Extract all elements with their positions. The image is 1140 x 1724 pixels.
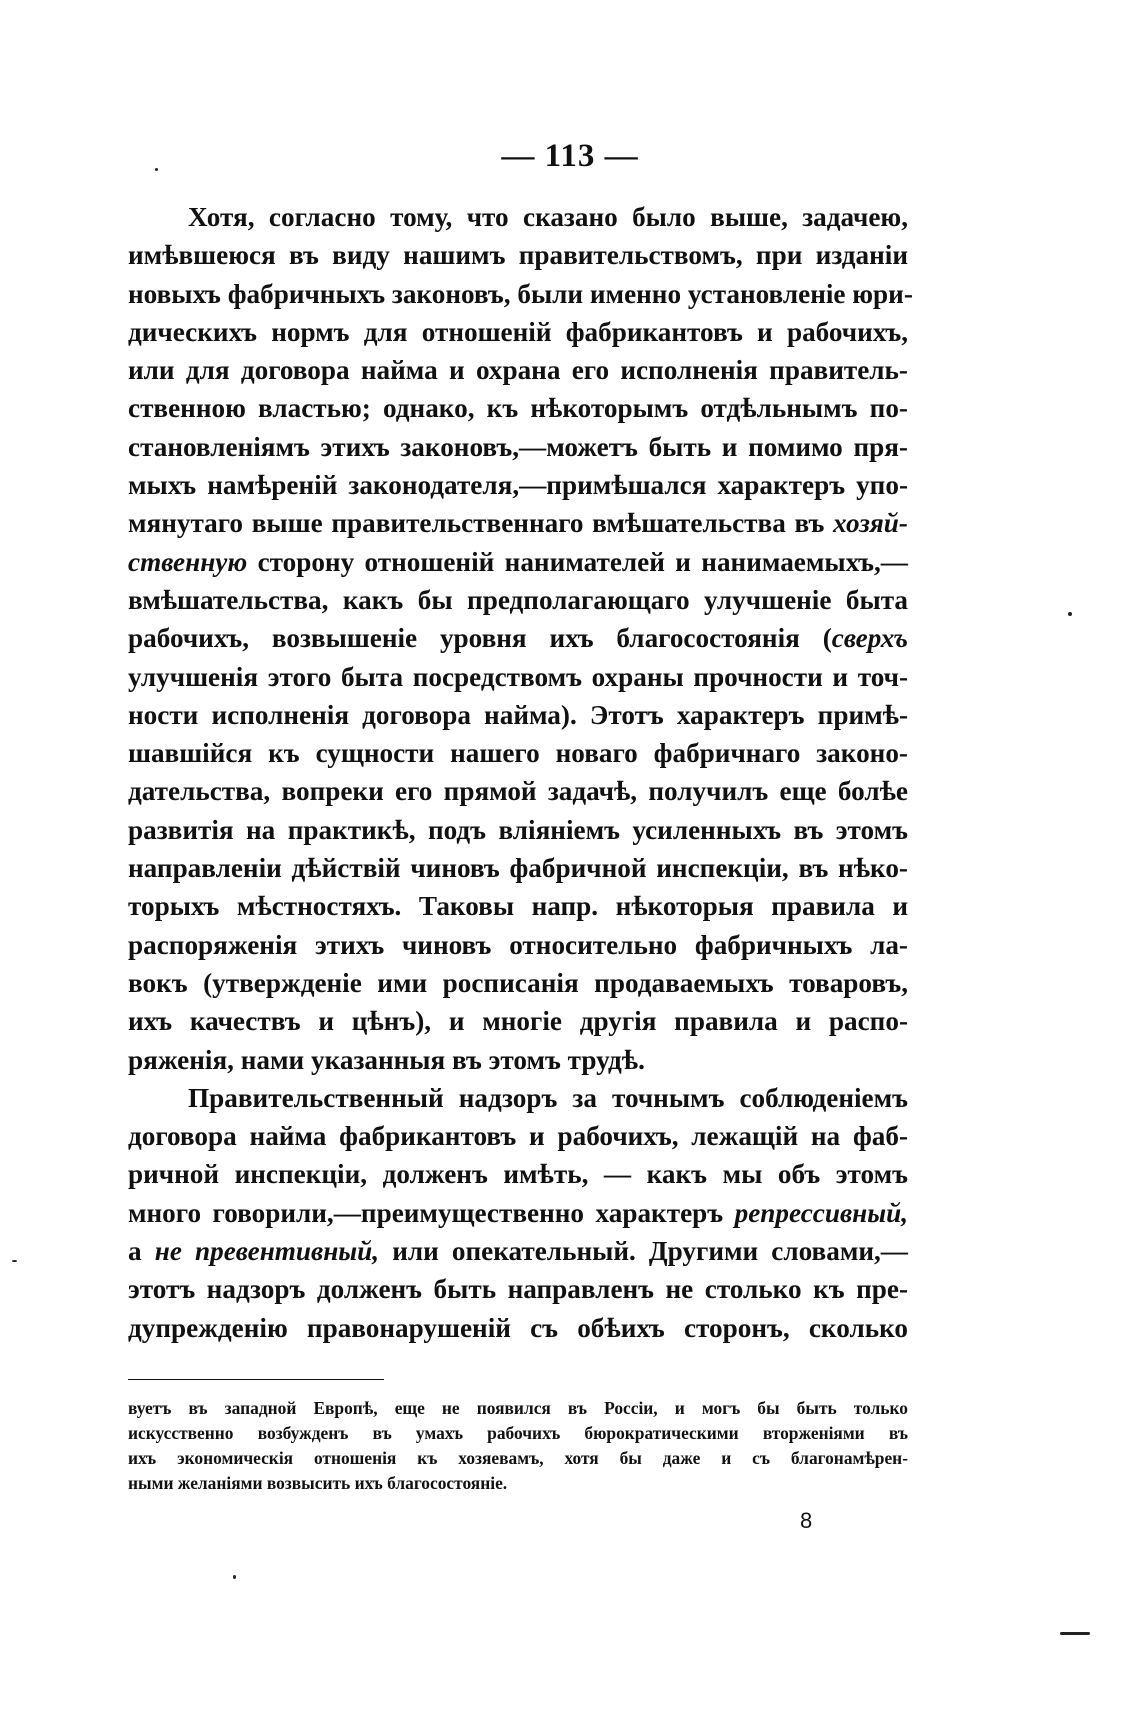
italic-segment: сверхъ <box>831 623 908 654</box>
text-line <box>128 504 908 542</box>
italic-segment: репрессивный, <box>734 1197 908 1228</box>
italic-segment: ственную <box>128 546 248 577</box>
text-line: договора найма фабрикантовъ и рабочихъ, лежащій на фаб- <box>128 1121 908 1152</box>
text-line: ричной инспекціи, долженъ имѣть, — какъ мы объ этомъ <box>128 1159 908 1190</box>
text-segment: или опекательный. Другими словами,— <box>379 1236 908 1267</box>
footnote-line: ными желаніями возвысить ихъ благосостояніе. <box>128 1473 508 1493</box>
text-segment: рабочихъ, возвышеніе уровня ихъ благосостоянія ( <box>128 623 832 654</box>
text-line: вокъ (утвержденіе ими росписанія продаваемыхъ товаровъ, <box>128 967 908 998</box>
text-line: Правительственный надзоръ за точнымъ соблюденіемъ <box>188 1082 908 1113</box>
paragraph-1 <box>128 198 913 1079</box>
text-segment: а <box>128 1236 155 1267</box>
italic-segment: хозяй- <box>833 508 908 539</box>
text-line: дическихъ нормъ для отношеній фабрикантовъ и рабочихъ, <box>128 316 908 347</box>
text-line: Хотя, согласно тому, что сказано было выше, задачею, <box>188 202 908 232</box>
text-segment: мянутаго выше правительственнаго вмѣшательства въ <box>128 508 834 539</box>
text-line: ности исполненія договора найма). Этотъ характеръ примѣ- <box>128 699 908 730</box>
text-line <box>128 1194 908 1232</box>
text-line: мыхъ намѣреній законодателя,—примѣшался характеръ упо- <box>128 470 908 501</box>
text-segment: много говорили,—преимущественно характеръ <box>128 1197 735 1228</box>
scan-speck <box>12 1260 17 1262</box>
text-line: дательства, вопреки его прямой задачѣ, получилъ еще болѣе <box>128 776 908 807</box>
text-line: развитія на практикѣ, подъ вліяніемъ усиленныхъ въ этомъ <box>128 814 908 845</box>
scan-speck <box>1068 612 1072 616</box>
footnote <box>128 1396 908 1496</box>
paragraph-2 <box>128 1079 908 1347</box>
main-text <box>128 198 913 1347</box>
text-line <box>128 543 908 581</box>
text-segment: сторону отношеній нанимателей и нанимаемыхъ,— <box>247 546 908 577</box>
text-line: новыхъ фабричныхъ законовъ, были именно установленіе юри- <box>128 278 913 309</box>
text-line: дупрежденію правонарушеній съ обѣихъ сторонъ, сколько <box>128 1312 908 1343</box>
footnote-line: искусственно возбужденъ въ умахъ рабочихъ бюрократическими вторженіями въ <box>128 1423 908 1443</box>
text-line <box>128 1232 908 1270</box>
signature-mark: 8 <box>800 1508 813 1533</box>
footnote-line: ихъ экономическія отношенія къ хозяевамъ, хотя бы даже и съ благонамѣрен- <box>128 1448 908 1468</box>
italic-segment: не превентивный, <box>154 1236 380 1267</box>
text-line: торыхъ мѣстностяхъ. Таковы напр. нѣкоторыя правила и <box>128 891 908 922</box>
scan-speck <box>233 1575 236 1579</box>
text-line: ихъ качествъ и цѣнъ), и многіе другія правила и распо- <box>128 1006 908 1037</box>
text-line: распоряженія этихъ чиновъ относительно фабричныхъ ла- <box>128 929 908 960</box>
scan-speck <box>155 168 158 171</box>
scan-speck <box>1060 1632 1090 1635</box>
text-line: шавшійся къ сущности нашего новаго фабричнаго законо- <box>128 738 908 769</box>
page-number: — 113 — <box>501 138 639 174</box>
footnote-divider <box>128 1379 384 1380</box>
text-line: или для договора найма и охрана его исполненія правитель- <box>128 355 908 386</box>
text-line: становленіямъ этихъ законовъ,—можетъ быть и помимо пря- <box>128 431 908 462</box>
text-line: этотъ надзоръ долженъ быть направленъ не столько къ пре- <box>128 1274 908 1305</box>
text-line: вмѣшательства, какъ бы предполагающаго улучшеніе быта <box>128 584 908 615</box>
text-line: улучшенія этого быта посредствомъ охраны прочности и точ- <box>128 661 908 692</box>
text-line: ственною властью; однако, къ нѣкоторымъ отдѣльнымъ по- <box>128 393 908 424</box>
text-line: ряженія, нами указанныя въ этомъ трудѣ. <box>128 1044 645 1075</box>
text-line: имѣвшеюся въ виду нашимъ правительствомъ, при изданіи <box>128 240 908 271</box>
footnote-line: вуетъ въ западной Европѣ, еще не появился въ Россіи, и могъ бы быть только <box>128 1398 908 1418</box>
text-line <box>128 619 908 657</box>
text-line: направленіи дѣйствій чиновъ фабричной инспекціи, въ нѣко- <box>128 853 908 884</box>
